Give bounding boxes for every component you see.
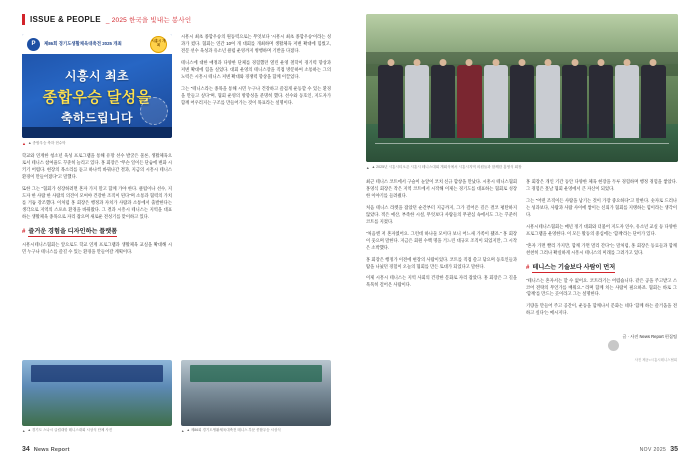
article-byline — [526, 323, 677, 368]
photo-people-group-1 — [28, 389, 166, 423]
person-figure — [589, 65, 613, 139]
right-col1-para-4: 홍 회장은 행정가 이전에 현장의 사람이었다. 코트를 직접 쓸고 닦으며 동호인들과 땀을 나눴던 경험이 오늘의 협회를 만든 토대가 되었다고 말한다. — [366, 256, 517, 269]
left-col1-para-3: 시흥시테니스협회는 앞으로도 학교 연계 프로그램과 생활체육 교실을 확대해 시민 누구나 테니스를 즐길 수 있는 환경을 만들어갈 계획이다. — [22, 241, 172, 254]
footer-logo: News Report — [33, 446, 70, 453]
photo-block-2 — [181, 360, 331, 433]
association-logo-icon: P — [27, 38, 40, 51]
hero-people-group — [378, 53, 665, 139]
byline-avatar — [608, 340, 619, 351]
poster-line-1: 시흥시 최초 — [64, 68, 130, 83]
photo-caption-2-text: ▲ 제86회 경기도생활체육대축전 테니스 부문 종합우승 시상식 — [186, 428, 281, 432]
photo-caption-2 — [181, 428, 331, 433]
poster-line-2: 종합우승 달성을 — [42, 88, 152, 106]
left-column-1 — [22, 34, 172, 260]
subheading-people-first-text: 테니스는 기술보다 사람이 먼저 — [532, 263, 616, 271]
poster-caption — [22, 141, 172, 146]
photo-banner-1 — [31, 365, 163, 382]
club-tournament-photo — [22, 360, 172, 426]
left-col1-para-2: 또한 그는 "협회가 성장하려면 혼자 가지 말고 함께 가야 한다. 클럽이나 선수, 지도자 한 사람 한 사람의 의견이 모여야 건강한 조직이 된다"며 소통과 협력의 가치를 거듭 강조했다. 이처럼 홍 회장은 행정과 자치가 사람과 소통에서 출발한다는 생각으로 지역의 스포츠 환경을 바꿔왔다. 그 결과 시흥시 테니스는 지역을 대표하는 생활체육 종목으로 자리 잡으며 새로운 전성기를 맞이하고 있다. — [22, 185, 172, 219]
page-number-right: 35 — [670, 446, 678, 453]
subheading-platform-text: 즐거운 경험을 디자인하는 플랫폼 — [28, 227, 118, 235]
section-title: ISSUE & PEOPLE — [30, 15, 101, 24]
red-accent-bar — [22, 14, 25, 25]
right-col1-para-3: "처음엔 저 혼자였어요. 그런데 하나둘 모이다 보니 어느새 가족이 됐죠." 홍 회장이 웃으며 말한다. 지금은 회원 수백 명을 거느린 대규모 조직이 되었지만, 그 시작은 소박했다. — [366, 230, 517, 250]
person-figure — [562, 65, 586, 139]
right-col2-para-6: 기량을 만들어 주고 공간이, 운동을 함께나서 문화는 네다 '함께 하는 즐거움을 전하고 싶다'는 메시지다. — [526, 303, 677, 316]
section-subtitle: _ 2025 한국을 빛내는 봉사인 — [105, 17, 192, 24]
subheading-hash-icon: # — [22, 228, 26, 235]
photo-people-group-2 — [187, 389, 325, 423]
byline-credit: 사진 제공=시흥시테니스협회 — [634, 357, 677, 362]
right-column-1 — [366, 179, 517, 368]
person-figure — [431, 65, 455, 139]
person-figure — [536, 65, 560, 139]
poster-body — [22, 54, 172, 138]
subheading-platform — [22, 226, 172, 237]
poster-footer-band — [22, 127, 172, 138]
subheading-hash-icon: # — [526, 264, 530, 271]
right-page — [350, 0, 700, 461]
right-col1-para-2: 처음 테니스 라켓을 잡았던 순간부터 지금까지, 그가 걸어온 길은 결코 평탄하지 않았다. 적은 예산, 부족한 시설, 무엇보다 사람들의 무관심 속에서도 그는 꾸준히 코트를 지켰다. — [366, 204, 517, 224]
right-col2-para-4: "혼자 가면 빨리 가지만, 함께 가면 멀리 간다"는 말처럼, 홍 회장은 동료들과 함께 천천히 그러나 확실하게 시흥시 테니스의 미래를 그려가고 있다. — [526, 242, 677, 255]
left-photo-row — [22, 360, 331, 433]
group-photo-hero — [366, 14, 678, 162]
person-figure — [405, 65, 429, 139]
poster-seal-decoration — [140, 97, 168, 125]
right-column-2 — [526, 179, 677, 368]
left-columns — [22, 34, 334, 260]
poster-header — [22, 34, 172, 54]
caption-marker-icon: ▲ — [22, 141, 26, 146]
person-figure — [510, 65, 534, 139]
photo-caption-1-text: ▲ 경기도 스나시 클럽대항 테니스대회 시상식 단체 사진 — [27, 428, 113, 432]
person-figure — [641, 65, 665, 139]
right-col2-para-2: 그는 "어떤 조직이든 사람을 남기는 것이 가장 중요하다"고 말한다. 숫자로 드러나는 성과보다, 사람과 사람 사이에 쌓이는 신뢰가 협회를 지탱하는 힘이라는 생각이다. — [526, 197, 677, 217]
byline-author: 글 · 사진 News Report 편집팀 — [622, 334, 677, 340]
right-page-footer — [640, 446, 678, 453]
footer-issue-date: NOV 2025 — [639, 446, 667, 453]
byline-text-block — [622, 323, 677, 368]
hero-court-line — [375, 143, 668, 144]
right-col2-para-3: 시흥시테니스협회는 매년 정기 대회와 더불어 지도자 연수, 유소년 교실 등 다양한 프로그램을 운영한다. 이 모든 활동의 중심에는 '함께'라는 단어가 있다. — [526, 223, 677, 236]
right-col1-para-5: 이제 시흥시 테니스는 지역 사회의 건강한 문화로 자리 잡았다. 홍 회장은 그 길을 묵묵히 걸어온 사람이다. — [366, 275, 517, 288]
right-col2-para-1: 홍 회장은 개인 기간 동안 다양한 체육 현장을 두루 경험하며 행정 경험을 쌓았다. 그 경험은 훗날 협회 운영에서 큰 자산이 되었다. — [526, 179, 677, 191]
hero-caption-text: ▲ 2025년 시흥시티오픈 시흥시 테니스대회 개회식에서 시흥시지역 의원들과 함께한 홍영식 회장 — [371, 165, 522, 169]
left-column-2 — [181, 34, 331, 260]
photo-caption-1 — [22, 428, 172, 433]
caption-marker-icon: ▲ — [181, 428, 185, 433]
person-figure — [615, 65, 639, 139]
poster-event-title: 제86회 경기도생활체육대축전 2025 개최 — [44, 41, 122, 47]
right-columns — [366, 179, 678, 368]
poster-line-3: 축하드립니다 — [61, 110, 133, 125]
poster-host-badge: 시흥시 개최 — [150, 36, 167, 53]
poster-caption-text: ▲ 종합우승 축하 현수막 — [27, 141, 66, 145]
caption-marker-icon: ▲ — [366, 165, 370, 170]
page-number-left: 34 — [22, 446, 30, 453]
hero-caption — [366, 165, 678, 170]
left-page-footer — [22, 446, 70, 453]
left-col2-para-2: 테니스에 대한 애정과 다양한 단체를 경험했던 열린 운영 철학이 경기력 향상과 저변 확대에 힘을 실었다. 대회 운영의 테니스장을 직접 방문하여 소통하는 그의 노력은 시흥시 테니스 저변 확대와 경쟁력 향상을 함께 이끌었다. — [181, 59, 331, 79]
person-figure — [378, 65, 402, 139]
left-col1-para-1: 학교와 연계한 청소년 육성 프로그램을 통해 유망 선수 발굴은 물론, 생활체육으로서 테니스 참여율도 꾸준히 늘리고 있다. 홍 회장은 "무슨 일이든 단숨에 변화 시키기 어렵다. 현장의 목소리를 듣고 하나씩 바꿔나간 결과, 지금의 시흥시 테니스 환경이 만들어졌다"고 말했다. — [22, 153, 172, 179]
award-poster-image — [22, 34, 172, 138]
issue-header — [22, 14, 334, 25]
right-col1-para-1: 최근 테니스 코트에서 구슬이 눈앞이 코치 신규 합창을 만났다. 시흥시 테니스협회 홍영식 회장은 작은 지역 코트에서 시작해 이제는 경기도를 대표하는 협회로 성장한 이야기를 들려줬다. — [366, 179, 517, 198]
person-figure — [484, 65, 508, 139]
caption-marker-icon: ▲ — [22, 428, 26, 433]
left-col2-para-3: 그는 "테니스라는 종목을 통해 시민 누구나 건강하고 즐겁게 운동할 수 있는 환경을 만들고 싶다"며, 협회 운영의 방향성을 분명히 했다. 선수와 동호인, 지도자가 함께 어우러지는 구조를 만들어가는 것이 목표라는 설명이다. — [181, 85, 331, 105]
person-figure — [457, 65, 481, 139]
photo-block-1 — [22, 360, 172, 433]
right-col2-para-5: "테니스는 혼자서는 할 수 없어요. 코트라기는 어렵습니다. 같은 공을 주고받고 스코어 전략의 무언가를 배워요." 라며 함께 치는 사람이 필요하죠. 협회는 바로 그 '함께'를 만드는 곳이라고 그는 설명한다. — [526, 277, 677, 297]
championship-ceremony-photo — [181, 360, 331, 426]
photo-banner-2 — [190, 365, 322, 382]
subheading-people-first — [526, 262, 677, 273]
left-col2-para-1: 시흥시 최초 종합우승의 원동력으로는 무엇보다 '시흥시 최초 종합우승'이라는 성과가 컸다. 협회는 연간 10여 개 대회를 개최하며 생활체육 저변 확대에 힘썼고, 전문 선수 육성과 유소년 클럽 운영까지 병행하며 기반을 다졌다. — [181, 34, 331, 53]
